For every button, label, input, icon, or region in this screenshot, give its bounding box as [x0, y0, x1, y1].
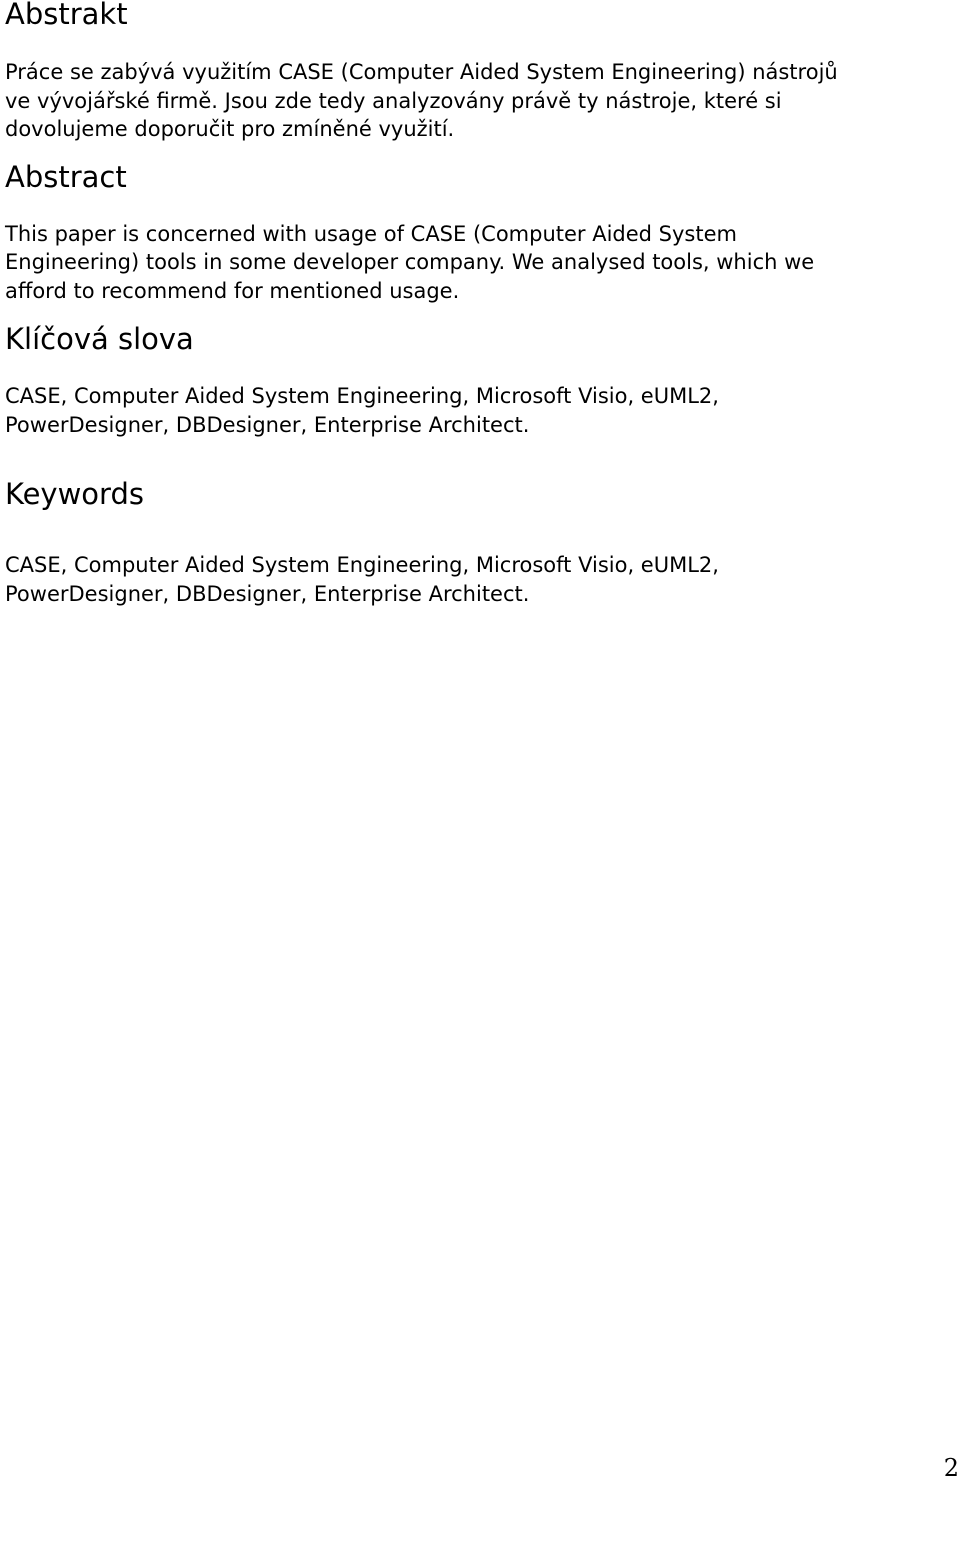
paragraph-abstract	[5, 220, 955, 306]
text-line: PowerDesigner, DBDesigner, Enterprise Architect.	[5, 412, 530, 437]
text-line: This paper is concerned with usage of CASE (Computer Aided System	[5, 221, 737, 246]
text-line: PowerDesigner, DBDesigner, Enterprise Architect.	[5, 581, 530, 606]
text-line: ve vývojářské firmě. Jsou zde tedy analyzovány právě ty nástroje, které si	[5, 88, 782, 113]
text-line: CASE, Computer Aided System Engineering, Microsoft Visio, eUML2,	[5, 384, 719, 408]
text-line: Práce se zabývá využitím CASE (Computer Aided System Engineering) nástrojů	[5, 60, 838, 84]
text-line: afford to recommend for mentioned usage.	[5, 278, 460, 303]
text-line: Engineering) tools in some developer company. We analysed tools, which we	[5, 250, 815, 274]
document-page	[5, 0, 955, 608]
text-line: CASE, Computer Aided System Engineering, Microsoft Visio, eUML2,	[5, 553, 719, 577]
heading-klicova-slova: Klíčová slova	[5, 322, 194, 356]
heading-abstrakt: Abstrakt	[5, 0, 128, 31]
paragraph-abstrakt	[5, 58, 955, 144]
heading-abstract: Abstract	[5, 159, 127, 194]
paragraph-keywords	[5, 551, 955, 608]
page-number: 2	[943, 1454, 959, 1482]
text-line: dovolujeme doporučit pro zmíněné využití.	[5, 117, 455, 141]
heading-keywords: Keywords	[5, 477, 144, 511]
paragraph-klicova-slova	[5, 382, 955, 439]
